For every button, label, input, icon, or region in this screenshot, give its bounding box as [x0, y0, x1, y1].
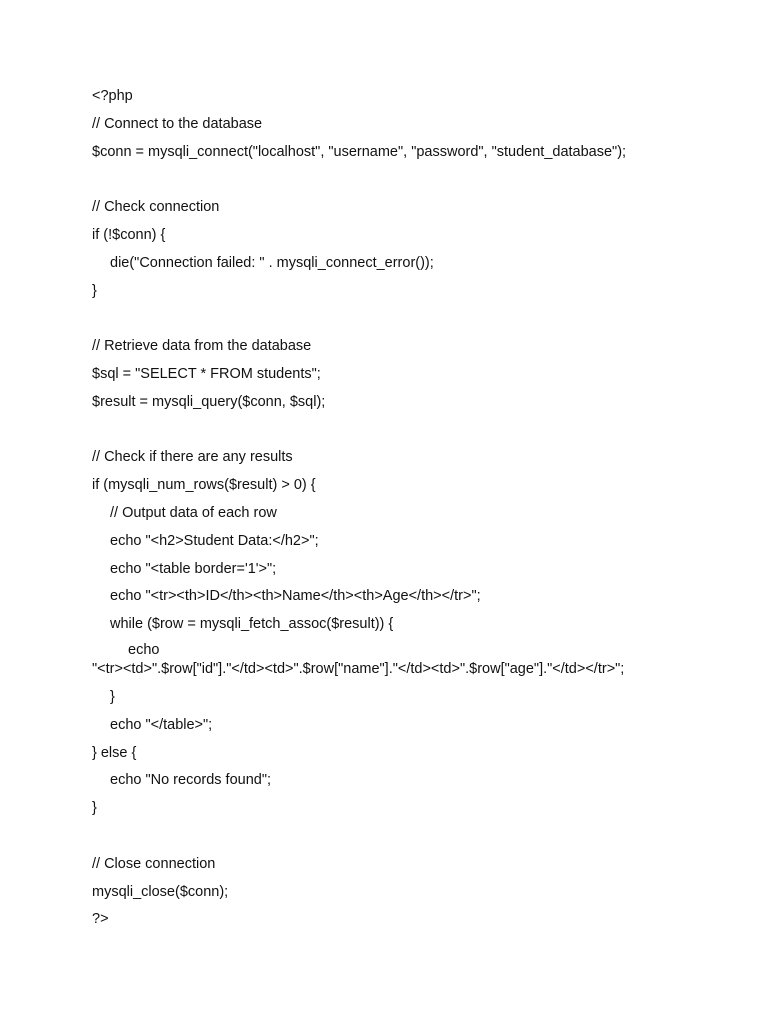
code-line: $result = mysqli_query($conn, $sql);: [92, 393, 326, 410]
code-line: mysqli_close($conn);: [92, 883, 229, 900]
code-comment: // Check connection: [92, 199, 220, 216]
code-line: }: [110, 688, 115, 705]
code-line: $conn = mysqli_connect("localhost", "username", "password", "student_database");: [92, 143, 627, 160]
code-comment: // Close connection: [92, 855, 216, 872]
blank-line: [92, 420, 732, 448]
code-line: echo: [128, 641, 160, 658]
code-line: echo "<h2>Student Data:</h2>";: [110, 532, 319, 549]
code-line: if (!$conn) {: [92, 226, 166, 243]
code-line: }: [92, 800, 97, 817]
php-code-block: [92, 86, 732, 937]
code-line: if (mysqli_num_rows($result) > 0) {: [92, 477, 316, 494]
blank-line: [92, 308, 732, 336]
code-line: <?php: [92, 88, 133, 104]
code-line: echo "<table border='1'>";: [110, 560, 277, 577]
code-line: ?>: [92, 911, 109, 928]
blank-line: [92, 826, 732, 854]
code-line: echo "No records found";: [110, 772, 272, 789]
code-comment: // Connect to the database: [92, 115, 263, 132]
code-line: $sql = "SELECT * FROM students";: [92, 365, 321, 382]
code-comment: // Output data of each row: [110, 504, 277, 521]
code-line-wrapped: "<tr><td>".$row["id"]."</td><td>".$row["name"]."</td><td>".$row["age"]."</td></tr>";: [92, 660, 625, 677]
code-comment: // Check if there are any results: [92, 449, 293, 466]
code-line: die("Connection failed: " . mysqli_connect_error());: [110, 254, 434, 271]
code-line: } else {: [92, 744, 137, 761]
code-line: echo "</table>";: [110, 716, 213, 733]
code-line: }: [92, 282, 97, 299]
code-line: while ($row = mysqli_fetch_assoc($result)) {: [110, 616, 394, 633]
code-line: echo "<tr><th>ID</th><th>Name</th><th>Age</th></tr>";: [110, 588, 481, 605]
code-comment: // Retrieve data from the database: [92, 338, 312, 355]
blank-line: [92, 169, 732, 197]
